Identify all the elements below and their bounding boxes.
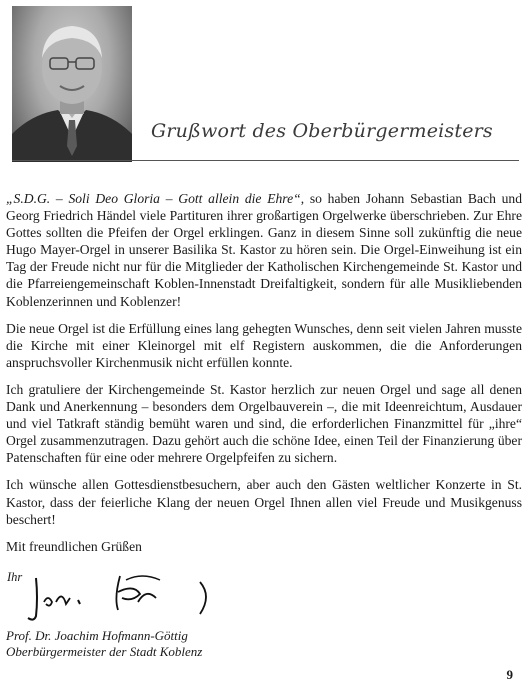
signatory-role: Oberbürgermeister der Stadt Koblenz (6, 644, 203, 659)
portrait-photo (12, 6, 132, 162)
page-title: Grußwort des Oberbürgermeisters (151, 120, 493, 142)
letter-body (6, 190, 522, 565)
paragraph: Die neue Orgel ist die Erfüllung eines lang gehegten Wunsches, denn seit vielen Jahren musste die Kirche mit einer Kleinorgel mit elf Registern auskommen, die die Anforderungen anspruchsvoller Kirchenmusik nicht erfüllen konnte. (6, 320, 522, 370)
closing-greeting: Mit freundlichen Grüßen (6, 538, 142, 554)
header-divider (12, 160, 519, 161)
paragraph: „S.D.G. – Soli Deo Gloria – Gott allein die Ehre“, so haben Johann Sebastian Bach und Georg Friedrich Händel viele Partituren ihrer großartigen Orgelwerke überschrieben. Zur Ehre Gottes sollten die Pfeifen der Orgel erklingen. Ganz in diesem Sinne soll zukünftig die neue Hugo Mayer-Orgel in unserer Basilika St. Kastor zu hören sein. Die Orgel-Einweihung ist ein Tag der Freude nicht nur für die Mitglieder der Katholischen Kirchengemeinde St. Kastor und die Pfarreiengemeinschaft Koblen-Innenstadt Dreifaltigkeit, sondern für alle Musikliebenden Koblenzerinnen und Koblenzer! (6, 191, 522, 309)
page-number: 9 (506, 667, 513, 682)
signatory-name: Prof. Dr. Joachim Hofmann-Göttig (6, 628, 188, 643)
signature-prefix: Ihr (7, 570, 23, 584)
handwritten-signature (22, 558, 242, 628)
paragraph: Ich wünsche allen Gottesdienstbesuchern, aber auch den Gästen weltlicher Konzerte in St. Kastor, dass der feierliche Klang der neuen Orgel Ihnen allen viel Freude und Musikgenuss beschert! (6, 477, 522, 527)
quote: „S.D.G. – Soli Deo Gloria – Gott allein die Ehre“ (6, 191, 301, 206)
paragraph: Ich gratuliere der Kirchengemeinde St. Kastor herzlich zur neuen Orgel und sage all denen Dank und Anerkennung – besonders dem Orgelbauverein –, die mit Ideenreichtum, Ausdauer und viel Tatkraft ständig bemüht waren und sind, die erforderlichen Finanzmittel für „ihre“ Orgel zusammenzutragen. Dazu gehört auch die schöne Idee, einen Teil der Finanzierung über Patenschaften für eine oder mehrere Orgelpfeifen zu sichern. (6, 381, 522, 466)
